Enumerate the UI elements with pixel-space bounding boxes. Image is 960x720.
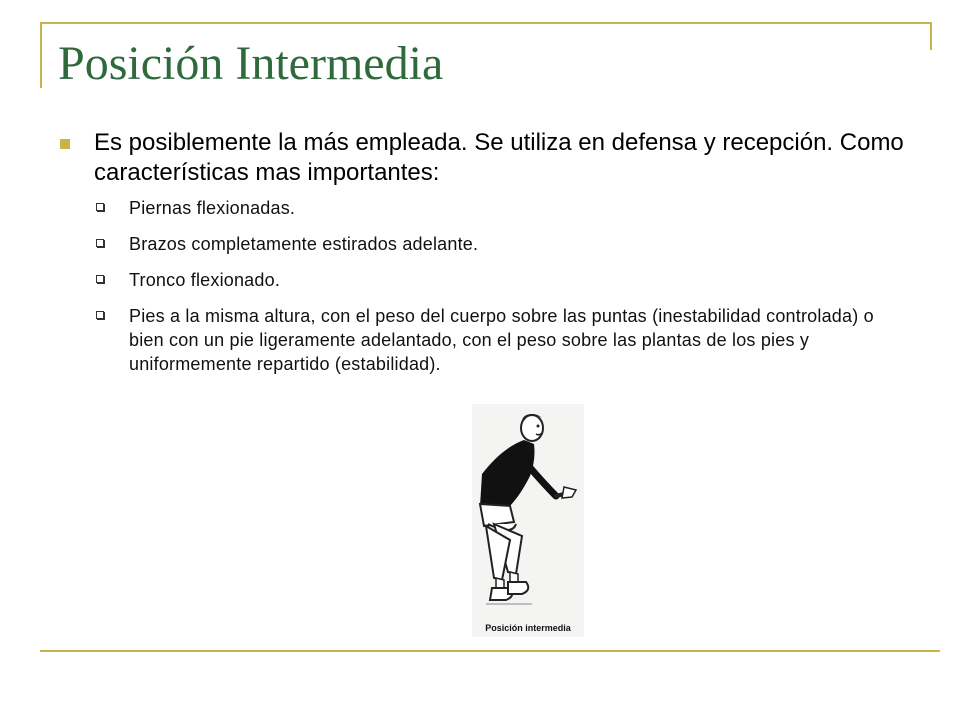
square-bullet-icon bbox=[60, 139, 70, 149]
frame-left-line bbox=[40, 22, 42, 88]
checkbox-bullet-icon bbox=[96, 239, 104, 247]
list-item-text: Tronco flexionado. bbox=[129, 270, 281, 290]
list-item-text: Pies a la misma altura, con el peso del cuerpo sobre las puntas (inestabilidad controlada) o bien con un pie ligeramente adelantado, con el peso sobre las plantas de los pies y uniformemente repartido (estabilidad). bbox=[129, 306, 874, 374]
list-item bbox=[94, 268, 910, 292]
characteristics-list bbox=[60, 196, 910, 376]
list-item bbox=[94, 232, 910, 256]
main-bullet bbox=[60, 128, 910, 188]
list-item bbox=[94, 196, 910, 220]
frame-top-line bbox=[40, 22, 932, 24]
player-illustration bbox=[472, 404, 584, 637]
list-item bbox=[94, 304, 910, 376]
frame-right-line bbox=[930, 22, 932, 50]
slide-content bbox=[60, 128, 910, 388]
list-item-text: Piernas flexionadas. bbox=[129, 198, 296, 218]
player-figure-image bbox=[472, 404, 584, 637]
list-item-text: Brazos completamente estirados adelante. bbox=[129, 234, 479, 254]
main-bullet-text: Es posiblemente la más empleada. Se utiliza en defensa y recepción. Como características mas importantes: bbox=[94, 129, 904, 186]
frame-bottom-line bbox=[40, 650, 940, 652]
figure-caption: Posición intermedia bbox=[485, 623, 571, 633]
checkbox-bullet-icon bbox=[96, 203, 104, 211]
checkbox-bullet-icon bbox=[96, 311, 104, 319]
slide-title: Posición Intermedia bbox=[58, 37, 444, 90]
checkbox-bullet-icon bbox=[96, 275, 104, 283]
